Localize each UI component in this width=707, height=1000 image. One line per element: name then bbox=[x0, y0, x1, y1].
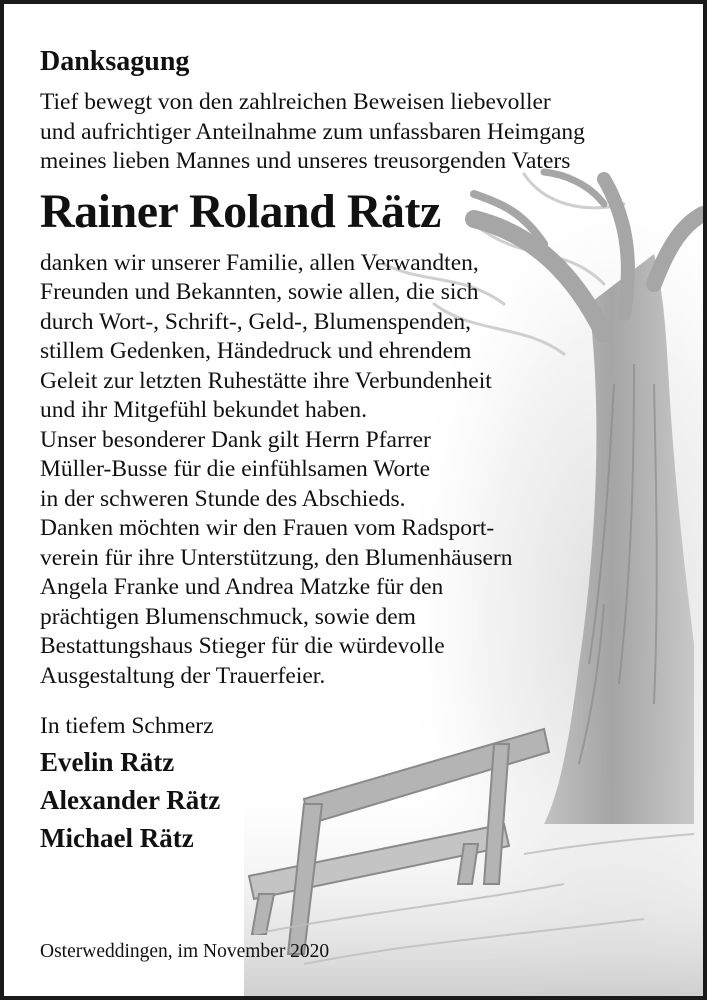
signatory-name: Alexander Rätz bbox=[40, 785, 221, 815]
intro-paragraph bbox=[40, 88, 680, 177]
signatory-list bbox=[40, 743, 680, 857]
notice-heading: Danksagung bbox=[40, 46, 190, 77]
closing-phrase: In tiefem Schmerz bbox=[40, 713, 214, 739]
body-line: in der schweren Stunde des Abschieds. bbox=[40, 485, 406, 512]
body-line: Bestattungshaus Stieger für die würdevolle bbox=[40, 633, 445, 659]
body-line: Angela Franke und Andrea Matzke für den bbox=[40, 574, 444, 600]
deceased-name: Rainer Roland Rätz bbox=[40, 184, 441, 238]
signatory-name: Michael Rätz bbox=[40, 823, 194, 853]
body-line: Danken möchten wir den Frauen vom Radsport- bbox=[40, 515, 495, 541]
intro-line: meines lieben Mannes und unseres treusorgenden Vaters bbox=[40, 148, 571, 174]
body-line: danken wir unserer Familie, allen Verwandten, bbox=[40, 249, 479, 276]
place-and-date: Osterweddingen, im November 2020 bbox=[40, 941, 330, 962]
thanks-paragraph bbox=[40, 249, 680, 692]
body-line: Geleit zur letzten Ruhestätte ihre Verbundenheit bbox=[40, 367, 492, 394]
notice-text bbox=[40, 44, 680, 857]
body-line: Freunden und Bekannten, sowie allen, die sich bbox=[40, 279, 479, 305]
intro-line: und aufrichtiger Anteilnahme zum unfassbaren Heimgang bbox=[40, 118, 585, 145]
body-line: prächtigen Blumenschmuck, sowie dem bbox=[40, 603, 416, 630]
signatory-name: Evelin Rätz bbox=[40, 747, 175, 777]
body-line: stillem Gedenken, Händedruck und ehrendem bbox=[40, 338, 472, 364]
body-line: Müller-Busse für die einfühlsamen Worte bbox=[40, 456, 431, 482]
body-line: Ausgestaltung der Trauerfeier. bbox=[40, 662, 326, 689]
body-line: durch Wort-, Schrift-, Geld-, Blumenspenden, bbox=[40, 308, 472, 335]
body-line: Unser besonderer Dank gilt Herrn Pfarrer bbox=[40, 426, 431, 453]
body-line: verein für ihre Unterstützung, den Blumenhäusern bbox=[40, 544, 513, 571]
intro-line: Tief bewegt von den zahlreichen Beweisen liebevoller bbox=[40, 89, 551, 115]
body-line: und ihr Mitgefühl bekundet haben. bbox=[40, 397, 367, 423]
